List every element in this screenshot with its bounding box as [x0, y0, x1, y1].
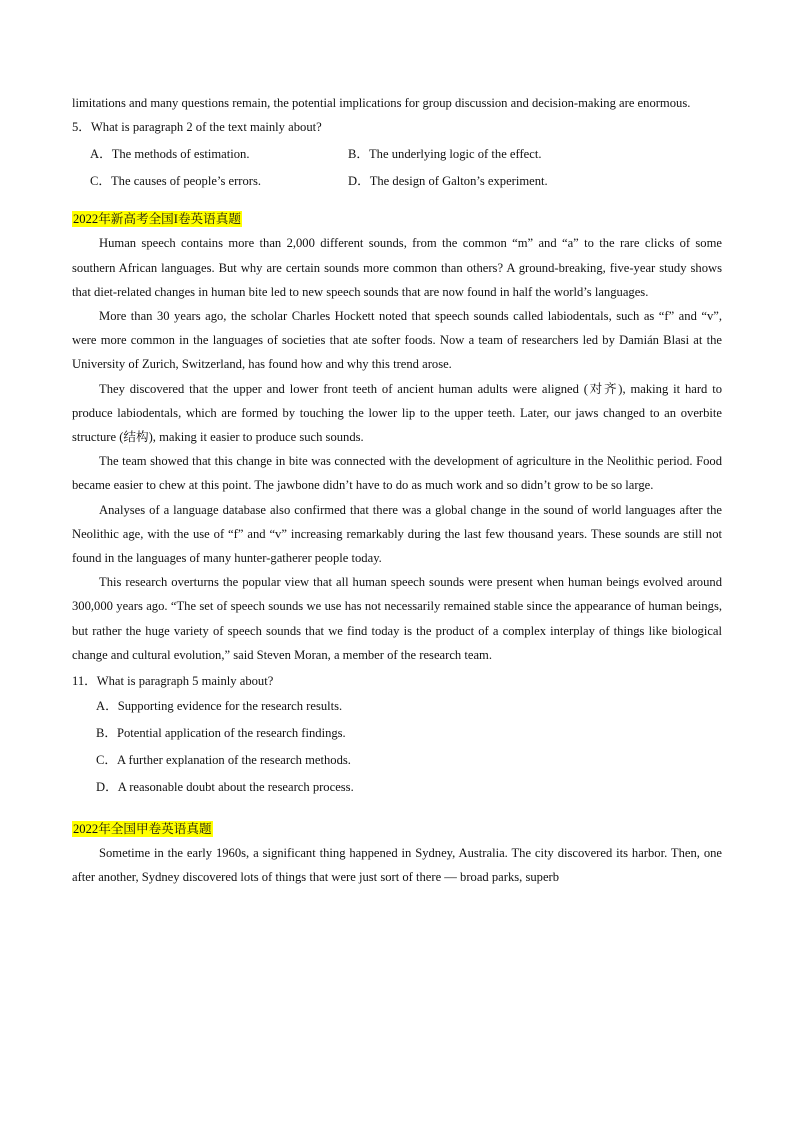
question-5-options-row-2 [72, 166, 722, 193]
question-11-options [96, 693, 722, 801]
passage-paragraph-2: More than 30 years ago, the scholar Charles Hockett noted that speech sounds called labiodentals, such as “f” and “v”, were more common in the languages of societies that ate softer foods. Now a team of researchers led by Damián Blasi at the University of Zurich, Switzerland, has found how and why this trend arose. [72, 309, 722, 372]
option-c: C．The causes of people’s errors. [90, 174, 262, 189]
option-b: B．The underlying logic of the effect. [348, 147, 542, 162]
option-a: A．The methods of estimation. [90, 147, 250, 162]
section-2-heading-row [72, 821, 722, 837]
option-d: D．The design of Galton’s experiment. [348, 174, 548, 189]
section-1-heading-row [72, 211, 722, 227]
intro-paragraph: limitations and many questions remain, the potential implications for group discussion and decision-making are enormous. [72, 96, 691, 110]
passage-paragraph-3: They discovered that the upper and lower front teeth of ancient human adults were aligned (对齐), making it hard to produce labiodentals, which are formed by touching the lower lip to the upper teeth. Later, our jaws changed to an overbite structure (结构), making it easier to produce such sounds. [72, 381, 722, 445]
passage-paragraph-1: Human speech contains more than 2,000 different sounds, from the common “m” and “a” to the rare clicks of some southern African languages. But why are certain sounds more common than others? A ground-breaking, five-year study shows that diet-related changes in human bite led to new speech sounds that are now found in half the world’s languages. [72, 236, 722, 299]
option-a: A．Supporting evidence for the research results. [96, 699, 343, 714]
question-5-options-row-1 [72, 139, 722, 166]
option-d: D．A reasonable doubt about the research process. [96, 780, 354, 795]
passage-2-paragraph-1: Sometime in the early 1960s, a significant thing happened in Sydney, Australia. The city discovered its harbor. Then, one after another, Sydney discovered lots of things that were just sort of there — broad parks, superb [72, 846, 722, 885]
section-2-heading: 2022年全国甲卷英语真题 [73, 822, 212, 837]
option-b: B．Potential application of the research findings. [96, 726, 346, 741]
section-1-heading: 2022年新高考全国I卷英语真题 [73, 212, 241, 227]
passage-paragraph-6: This research overturns the popular view that all human speech sounds were present when human beings evolved around 300,000 years ago. “The set of speech sounds we use has not necessarily remained stable since the appearance of human beings, but rather the huge variety of speech sounds that we find today is the product of a complex interplay of things like biological change and cultural evolution,” said Steven Moran, a member of the research team. [72, 575, 722, 662]
document-page [72, 91, 722, 890]
question-11: 11．What is paragraph 5 mainly about? [72, 674, 274, 689]
option-c: C．A further explanation of the research methods. [96, 753, 351, 768]
passage-paragraph-4: The team showed that this change in bite was connected with the development of agriculture in the Neolithic period. Food became easier to chew at this point. The jawbone didn’t have to do as much work and so didn’t grow to be so large. [72, 454, 722, 493]
passage-paragraph-5: Analyses of a language database also confirmed that there was a global change in the sound of world languages after the Neolithic age, with the use of “f” and “v” increasing remarkably during the last few thousand years. These sounds are still not found in the languages of many hunter-gatherer people today. [72, 502, 722, 566]
question-5: 5．What is paragraph 2 of the text mainly about? [72, 120, 322, 135]
